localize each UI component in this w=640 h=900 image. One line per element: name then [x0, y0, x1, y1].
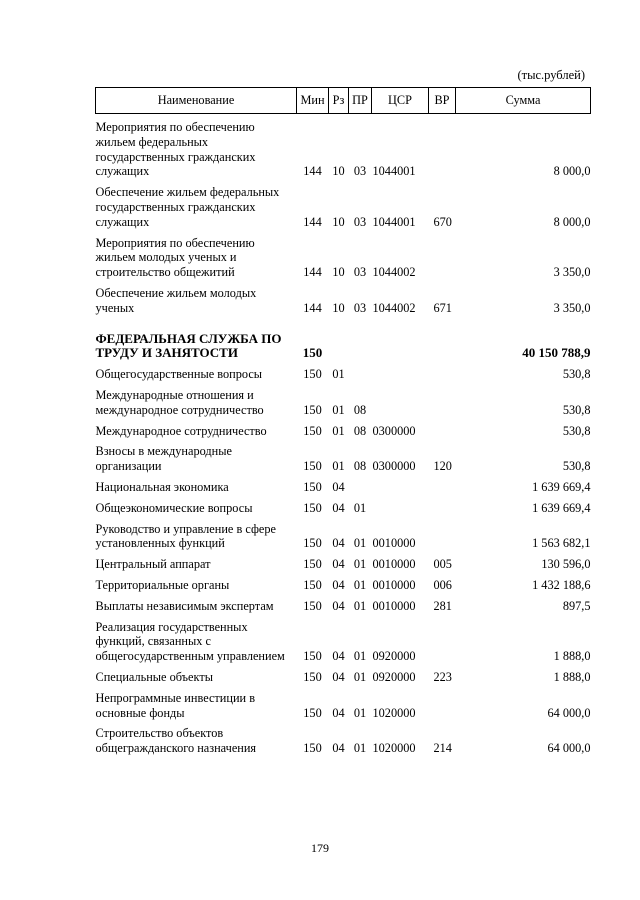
row-csr: 0300000 — [372, 459, 416, 474]
row-min: 150 — [303, 669, 322, 684]
row-vr: 223 — [433, 669, 452, 684]
row-sum: 1 888,0 — [553, 669, 591, 684]
row-vr: 005 — [433, 557, 452, 572]
header-min: Мин — [297, 88, 329, 114]
row-vr — [429, 232, 456, 282]
row-min: 150 — [303, 536, 322, 551]
row-sum: 40 150 788,9 — [522, 345, 591, 361]
row-rz: 04 — [332, 705, 345, 720]
header-pr: ПР — [349, 88, 372, 114]
row-min: 150 — [303, 577, 322, 592]
row-min: 144 — [303, 265, 322, 280]
row-rz: 04 — [332, 598, 345, 613]
row-name: Выплаты независимым экспертам — [95, 598, 274, 613]
table-row — [96, 282, 591, 318]
row-sum: 530,8 — [562, 402, 591, 417]
row-rz: 04 — [332, 669, 345, 684]
row-min: 150 — [303, 649, 322, 664]
row-csr: 0300000 — [372, 423, 416, 438]
row-rz — [329, 318, 349, 364]
row-min: 150 — [303, 402, 322, 417]
row-vr — [429, 318, 456, 364]
row-sum: 3 350,0 — [553, 265, 591, 280]
row-pr: 01 — [353, 557, 367, 572]
table-row — [96, 518, 591, 554]
row-name: Строительство объектов общегражданского назначения — [95, 726, 257, 756]
header-name: Наименование — [96, 88, 297, 114]
row-pr — [349, 318, 372, 364]
row-min: 144 — [303, 164, 322, 179]
row-csr: 0920000 — [372, 669, 416, 684]
table-row — [96, 666, 591, 687]
row-sum: 130 596,0 — [541, 557, 591, 572]
row-pr: 01 — [353, 705, 367, 720]
table-header — [96, 88, 591, 114]
row-name: Реализация государственных функций, связанных с общегосударственным управлением — [95, 619, 285, 664]
row-vr — [429, 114, 456, 182]
row-csr: 1044002 — [372, 265, 416, 280]
row-min: 150 — [303, 705, 322, 720]
row-csr: 0010000 — [372, 598, 416, 613]
row-sum: 1 639 669,4 — [532, 500, 591, 515]
table-row — [96, 553, 591, 574]
header-rz: Рз — [329, 88, 349, 114]
row-name: Обеспечение жильем молодых ученых — [95, 285, 257, 315]
row-sum: 3 350,0 — [553, 300, 591, 315]
row-vr — [429, 420, 456, 441]
row-min: 150 — [303, 423, 322, 438]
row-name: Общеэкономические вопросы — [95, 500, 253, 515]
row-rz: 04 — [332, 649, 345, 664]
row-csr: 1020000 — [372, 741, 416, 756]
row-pr — [349, 476, 372, 497]
row-vr: 281 — [433, 598, 452, 613]
row-pr: 03 — [353, 265, 367, 280]
row-rz: 04 — [332, 577, 345, 592]
row-vr — [429, 384, 456, 420]
row-rz: 10 — [332, 214, 345, 229]
row-csr: 0010000 — [372, 557, 416, 572]
row-name: Международное сотрудничество — [95, 423, 267, 438]
row-sum: 8 000,0 — [553, 214, 591, 229]
row-rz: 04 — [332, 536, 345, 551]
row-min: 150 — [303, 741, 322, 756]
header-vr: ВР — [429, 88, 456, 114]
row-sum: 1 639 669,4 — [532, 479, 591, 494]
row-vr: 670 — [433, 214, 452, 229]
row-vr — [429, 687, 456, 723]
row-name: Международные отношения и международное сотрудничество — [95, 387, 264, 417]
row-sum: 1 432 188,6 — [532, 577, 591, 592]
row-name: Взносы в международные организации — [95, 444, 232, 474]
row-vr — [429, 616, 456, 666]
row-sum: 8 000,0 — [553, 164, 591, 179]
row-min: 150 — [303, 367, 322, 382]
row-rz: 01 — [332, 402, 345, 417]
row-csr — [372, 384, 429, 420]
row-rz: 04 — [332, 741, 345, 756]
row-name: Территориальные органы — [95, 577, 230, 592]
row-csr — [372, 476, 429, 497]
row-sum: 897,5 — [562, 598, 591, 613]
table-row — [96, 440, 591, 476]
row-rz: 10 — [332, 300, 345, 315]
row-pr: 03 — [353, 300, 367, 315]
row-vr: 006 — [433, 577, 452, 592]
row-min: 150 — [303, 598, 322, 613]
row-rz: 01 — [332, 367, 345, 382]
table-row — [96, 420, 591, 441]
table-row — [96, 232, 591, 282]
page-number: 179 — [311, 841, 329, 855]
row-sum: 530,8 — [562, 367, 591, 382]
header-csr: ЦСР — [372, 88, 429, 114]
row-vr — [429, 518, 456, 554]
row-name: Центральный аппарат — [95, 557, 211, 572]
row-min: 150 — [303, 459, 322, 474]
row-name: Руководство и управление в сфере установленных функций — [95, 521, 276, 551]
table-row — [96, 318, 591, 364]
table-row — [96, 497, 591, 518]
row-csr: 1020000 — [372, 705, 416, 720]
row-pr: 01 — [353, 598, 367, 613]
table-row — [96, 616, 591, 666]
row-csr — [372, 497, 429, 518]
row-pr: 03 — [353, 164, 367, 179]
table-row — [96, 574, 591, 595]
table-body — [96, 114, 591, 758]
row-sum: 64 000,0 — [547, 741, 591, 756]
row-vr — [429, 363, 456, 384]
row-csr — [372, 318, 429, 364]
row-min: 150 — [303, 500, 322, 515]
row-sum: 1 563 682,1 — [532, 536, 591, 551]
row-name: Обеспечение жильем федеральных государственных гражданских служащих — [95, 185, 280, 229]
row-rz: 04 — [332, 557, 345, 572]
row-pr: 08 — [353, 423, 367, 438]
row-rz: 10 — [332, 265, 345, 280]
row-name: Специальные объекты — [95, 669, 213, 684]
row-name: Непрограммные инвестиции в основные фонды — [95, 690, 255, 720]
row-csr: 0920000 — [372, 649, 416, 664]
row-csr: 1044002 — [372, 300, 416, 315]
row-pr: 03 — [353, 214, 367, 229]
row-min: 144 — [303, 300, 322, 315]
table-row — [96, 363, 591, 384]
budget-table — [95, 87, 591, 758]
table-row — [96, 476, 591, 497]
row-vr: 120 — [433, 459, 452, 474]
row-pr: 08 — [353, 459, 367, 474]
row-csr: 0010000 — [372, 536, 416, 551]
row-pr: 01 — [353, 536, 367, 551]
row-name: Мероприятия по обеспечению жильем федеральных государственных гражданских служащих — [95, 120, 256, 179]
table-row — [96, 687, 591, 723]
row-name: Общегосударственные вопросы — [95, 367, 263, 382]
header-sum: Сумма — [456, 88, 591, 114]
row-csr: 0010000 — [372, 577, 416, 592]
row-csr: 1044001 — [372, 164, 416, 179]
row-pr: 01 — [353, 577, 367, 592]
row-min: 144 — [303, 214, 322, 229]
row-rz: 01 — [332, 459, 345, 474]
row-min: 150 — [302, 345, 323, 361]
row-vr: 214 — [433, 741, 452, 756]
units-note: (тыс.рублей) — [517, 68, 585, 82]
row-vr — [429, 497, 456, 518]
row-rz: 01 — [332, 423, 345, 438]
row-sum: 1 888,0 — [553, 649, 591, 664]
table-row — [96, 722, 591, 758]
row-name: ФЕДЕРАЛЬНАЯ СЛУЖБА ПО ТРУДУ И ЗАНЯТОСТИ — [95, 330, 282, 361]
table-row — [96, 114, 591, 182]
row-min: 150 — [303, 557, 322, 572]
row-sum: 64 000,0 — [547, 705, 591, 720]
row-sum: 530,8 — [562, 459, 591, 474]
row-csr: 1044001 — [372, 214, 416, 229]
row-name: Мероприятия по обеспечению жильем молодых ученых и строительство общежитий — [95, 235, 255, 280]
row-rz: 04 — [332, 479, 345, 494]
row-rz: 04 — [332, 500, 345, 515]
table-row — [96, 384, 591, 420]
row-pr: 01 — [353, 649, 367, 664]
row-pr: 01 — [353, 741, 367, 756]
row-csr — [372, 363, 429, 384]
row-name: Национальная экономика — [95, 479, 229, 494]
row-rz: 10 — [332, 164, 345, 179]
table-row — [96, 595, 591, 616]
row-pr — [349, 363, 372, 384]
row-pr: 01 — [353, 669, 367, 684]
row-sum: 530,8 — [562, 423, 591, 438]
row-pr: 08 — [353, 402, 367, 417]
row-min: 150 — [303, 479, 322, 494]
row-vr: 671 — [433, 300, 452, 315]
row-vr — [429, 476, 456, 497]
row-pr: 01 — [353, 500, 367, 515]
table-row — [96, 181, 591, 231]
